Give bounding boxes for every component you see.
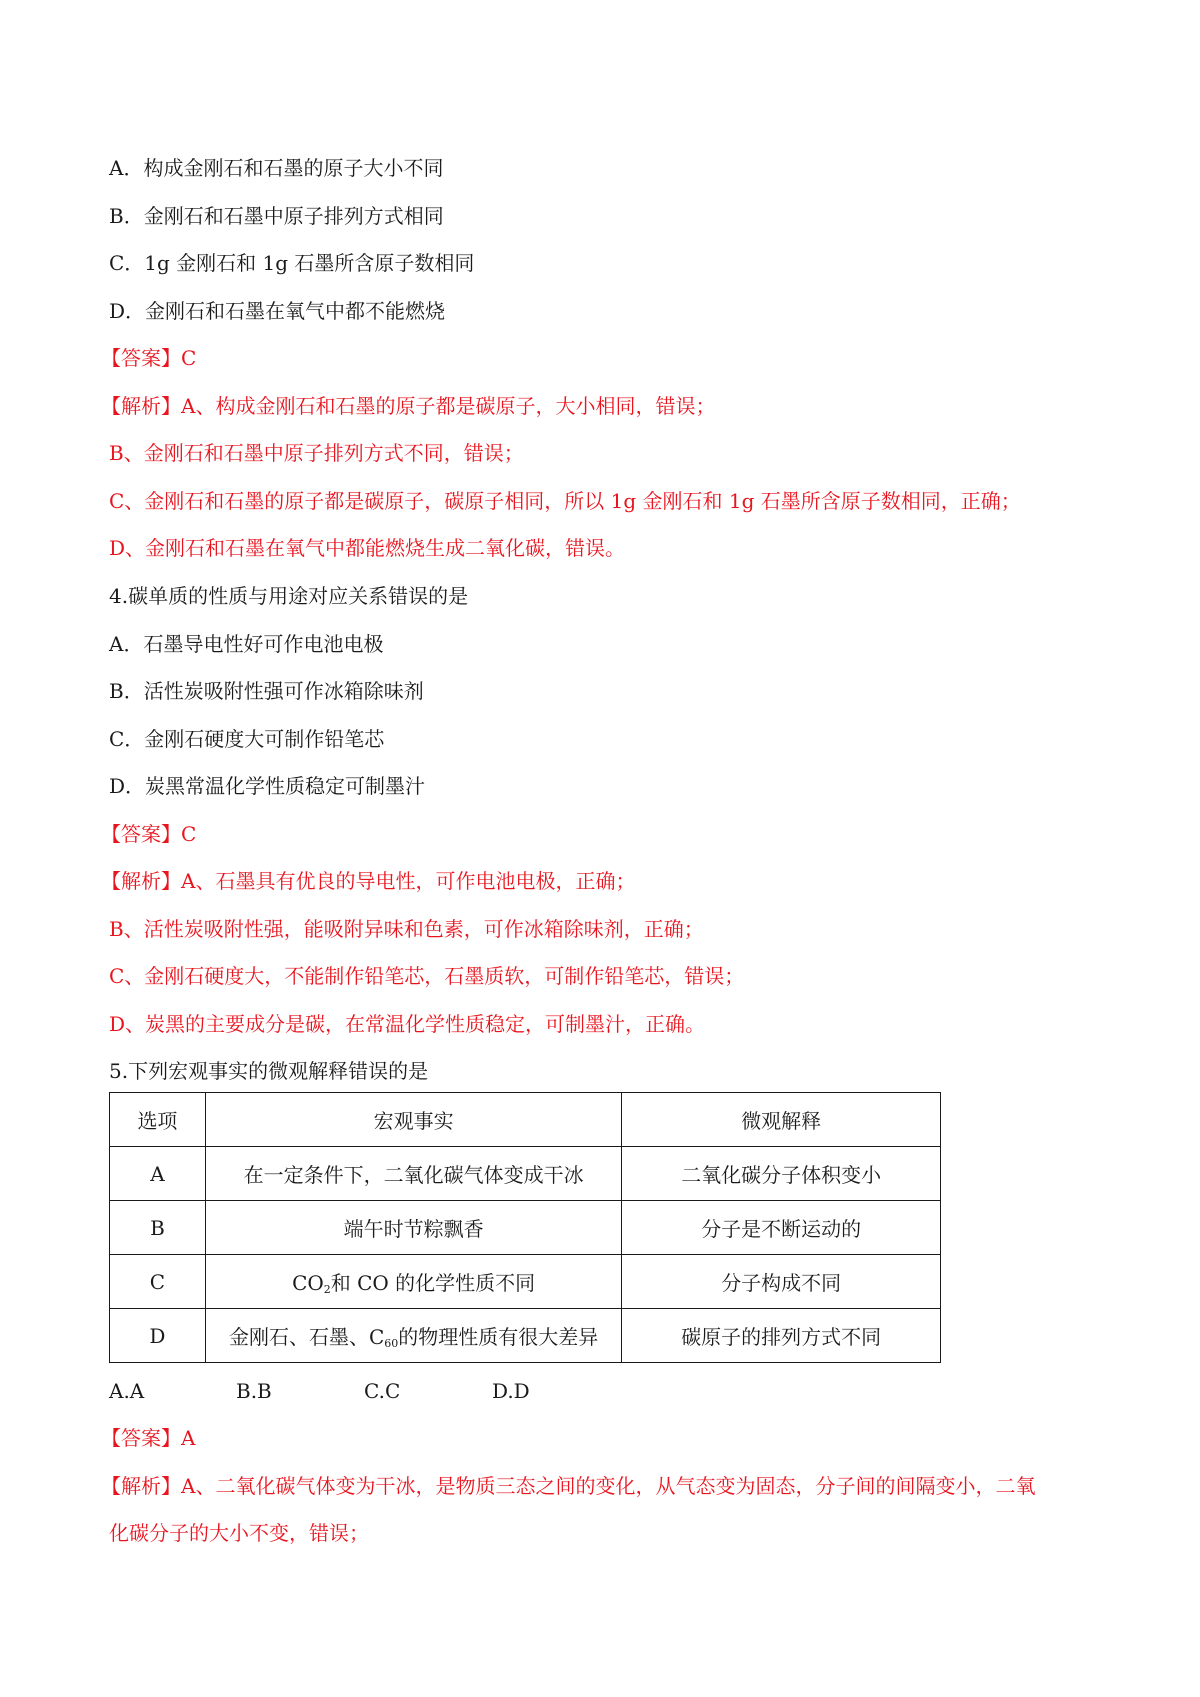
table-row — [110, 1255, 941, 1309]
table-cell-option: C — [110, 1255, 206, 1309]
answer-value: A — [181, 1426, 196, 1450]
q3-option-d: D．金刚石和石墨在氧气中都不能燃烧 — [109, 299, 446, 323]
q4-option-a: A．石墨导电性好可作电池电极 — [109, 632, 384, 656]
table-cell-explain: 二氧化碳分子体积变小 — [622, 1147, 941, 1201]
q4-analysis-c: C、金刚石硬度大，不能制作铅笔芯，石墨质软，可制作铅笔芯，错误； — [109, 964, 745, 988]
analysis-text: A、构成金刚石和石墨的原子都是碳原子，大小相同，错误； — [181, 394, 716, 418]
q4-option-b: B．活性炭吸附性强可作冰箱除味剂 — [109, 679, 424, 703]
table-cell-fact: 在一定条件下，二氧化碳气体变成干冰 — [205, 1147, 621, 1201]
q5-stem: 5.下列宏观事实的微观解释错误的是 — [109, 1059, 429, 1083]
q4-option-d: D．炭黑常温化学性质稳定可制墨汁 — [109, 774, 426, 798]
q4-option-c: C．金刚石硬度大可制作铅笔芯 — [109, 727, 385, 751]
q5-analysis-a-cont: 化碳分子的大小不变，错误； — [109, 1521, 369, 1545]
fact-text: CO — [292, 1271, 324, 1295]
answer-tag: 【答案】 — [101, 822, 181, 846]
q4-analysis-d: D、炭黑的主要成分是碳，在常温化学性质稳定，可制墨汁，正确。 — [109, 1012, 706, 1036]
fact-subscript: 2 — [323, 1283, 331, 1296]
answer-tag: 【答案】 — [101, 346, 181, 370]
table-cell-option: B — [110, 1201, 206, 1255]
table-cell-option: D — [110, 1309, 206, 1363]
table-cell-option: A — [110, 1147, 206, 1201]
table-cell-explain: 分子是不断运动的 — [622, 1201, 941, 1255]
fact-subscript: 60 — [384, 1337, 399, 1350]
q4-stem: 4.碳单质的性质与用途对应关系错误的是 — [109, 584, 469, 608]
q5-choice-a: A.A — [109, 1379, 145, 1403]
q5-choice-d: D.D — [492, 1379, 530, 1403]
table-row — [110, 1201, 941, 1255]
table-row — [110, 1147, 941, 1201]
answer-value: C — [181, 822, 197, 846]
analysis-text: A、二氧化碳气体变为干冰，是物质三态之间的变化，从气态变为固态，分子间的间隔变小，二氧 — [181, 1474, 1036, 1498]
q3-analysis-b: B、金刚石和石墨中原子排列方式不同，错误； — [109, 441, 524, 465]
header-cell: 选项 — [110, 1093, 206, 1147]
header-cell: 微观解释 — [622, 1093, 941, 1147]
q3-analysis-a — [101, 393, 715, 419]
analysis-tag: 【解析】 — [101, 869, 181, 893]
answer-tag: 【答案】 — [101, 1426, 181, 1450]
q5-choice-c: C.C — [364, 1379, 401, 1403]
q4-answer — [101, 821, 196, 847]
q3-option-a: A．构成金刚石和石墨的原子大小不同 — [109, 156, 444, 180]
q3-answer — [101, 345, 196, 371]
q3-option-c: C．1g 金刚石和 1g 石墨所含原子数相同 — [109, 251, 475, 275]
analysis-text: A、石墨具有优良的导电性，可作电池电极，正确； — [181, 869, 636, 893]
answer-value: C — [181, 346, 197, 370]
table-cell-explain: 碳原子的排列方式不同 — [622, 1309, 941, 1363]
table-cell-explain: 分子构成不同 — [622, 1255, 941, 1309]
q4-analysis-a — [101, 868, 635, 894]
q5-table — [109, 1092, 941, 1363]
analysis-tag: 【解析】 — [101, 394, 181, 418]
fact-text: 金刚石、石墨、C — [228, 1325, 385, 1349]
q3-analysis-c: C、金刚石和石墨的原子都是碳原子，碳原子相同，所以 1g 金刚石和 1g 石墨所含原子数相同，正确； — [109, 489, 1021, 513]
table-cell-fact — [205, 1255, 621, 1309]
table-cell-fact: 端午时节粽飘香 — [205, 1201, 621, 1255]
table-cell-fact — [205, 1309, 621, 1363]
fact-text: 的物理性质有很大差异 — [398, 1325, 599, 1349]
q5-answer — [101, 1425, 195, 1451]
q5-choice-b: B.B — [236, 1379, 272, 1403]
table-header-row — [110, 1093, 941, 1147]
analysis-tag: 【解析】 — [101, 1474, 181, 1498]
q4-analysis-b: B、活性炭吸附性强，能吸附异味和色素，可作冰箱除味剂，正确； — [109, 917, 704, 941]
fact-text: 和 CO 的化学性质不同 — [330, 1271, 536, 1295]
header-cell: 宏观事实 — [205, 1093, 621, 1147]
table-row — [110, 1309, 941, 1363]
q3-option-b: B．金刚石和石墨中原子排列方式相同 — [109, 204, 444, 228]
q5-analysis-a — [101, 1473, 1035, 1499]
q3-analysis-d: D、金刚石和石墨在氧气中都能燃烧生成二氧化碳，错误。 — [109, 536, 626, 560]
